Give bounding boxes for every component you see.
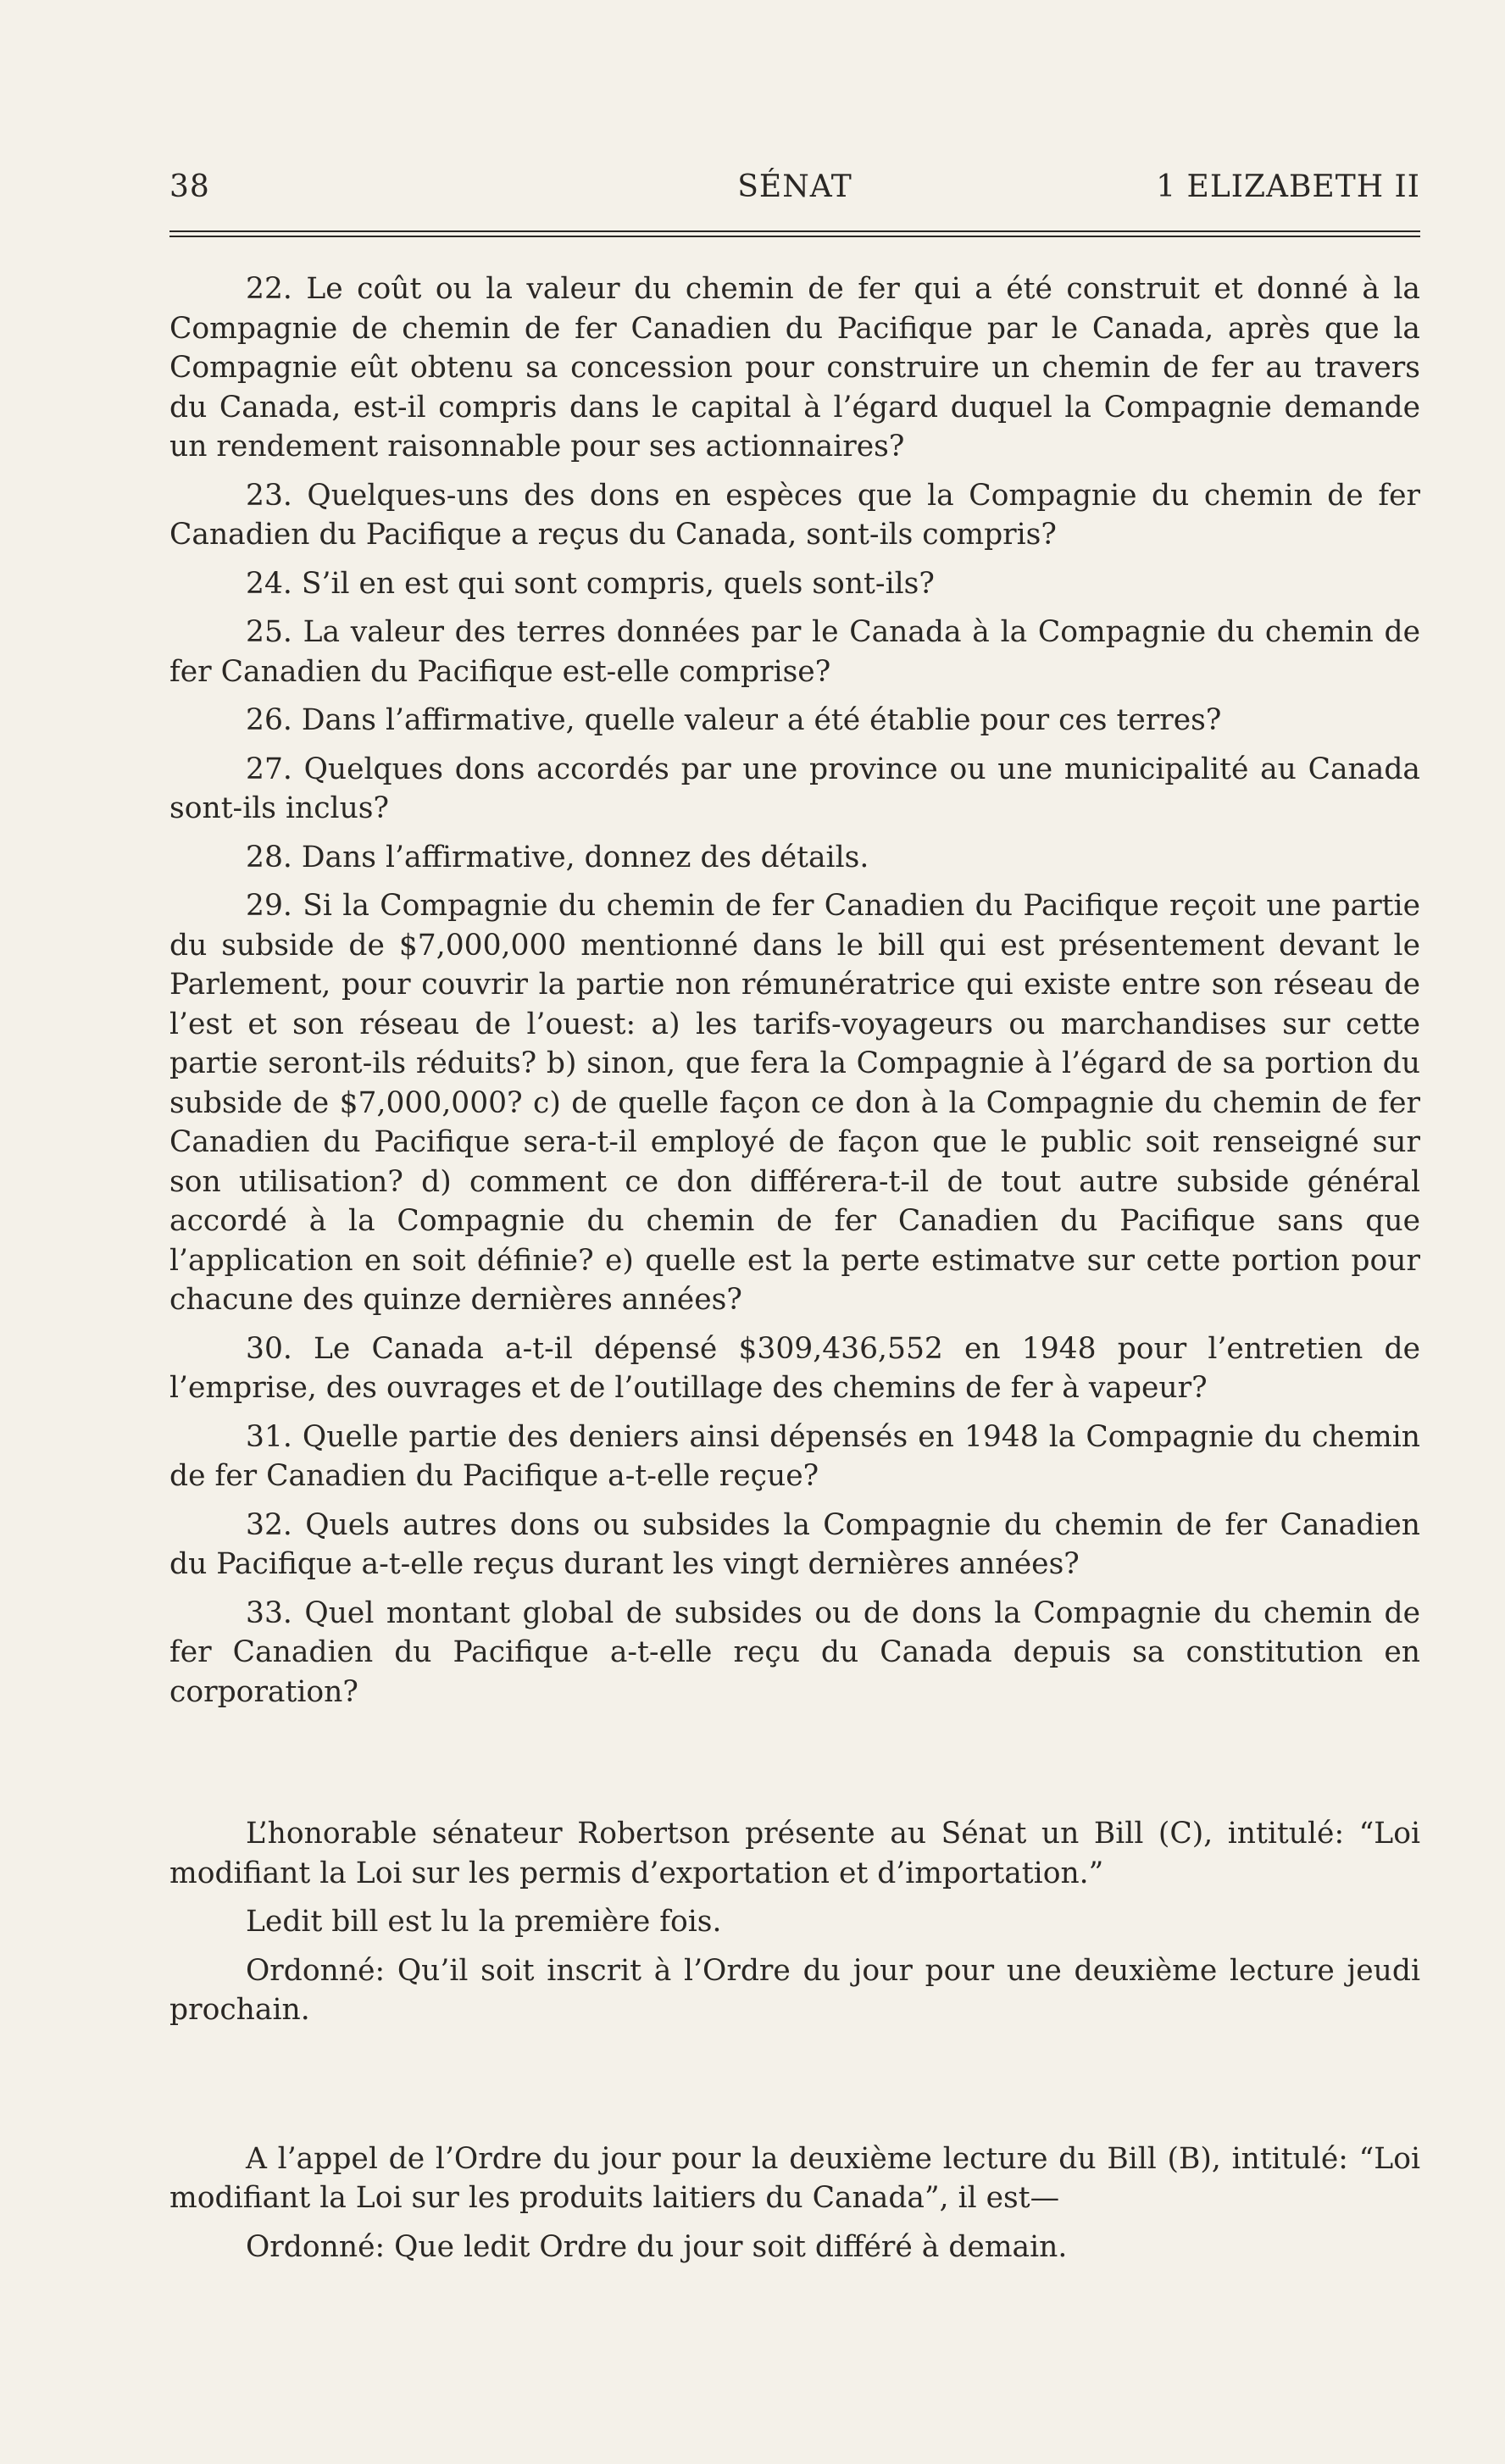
question-paragraph [169, 1418, 1420, 1496]
question-paragraph [169, 1329, 1420, 1408]
question-paragraph [169, 1506, 1420, 1584]
question-paragraph [169, 476, 1420, 555]
page-number: 38 [169, 169, 210, 204]
question-text: Le Canada a-t-il dépensé $309,436,552 en 1948 pour l’entretien de l’emprise, des ouvrages et de l’outillage des chemins de fer à vapeur? [169, 1331, 1420, 1405]
header-rule [169, 230, 1420, 237]
bill-b-order: Ordonné: Que ledit Ordre du jour soit différé à demain. [246, 2229, 1068, 2264]
question-text: Dans l’affirmative, donnez des détails. [301, 840, 869, 874]
question-list [169, 269, 1420, 1712]
question-text: Quelques-uns des dons en espèces que la Compagnie du chemin de fer Canadien du Pacifique a reçus du Canada, sont-ils compris? [169, 478, 1421, 552]
question-number: 33. [246, 1595, 292, 1630]
question-number: 24. [246, 566, 292, 601]
question-paragraph [169, 1594, 1420, 1712]
question-text: S’il en est qui sont compris, quels sont-ils? [301, 566, 935, 601]
question-paragraph [169, 269, 1420, 467]
question-number: 23. [246, 478, 292, 513]
question-number: 28. [246, 840, 292, 874]
bill-c-order: Ordonné: Qu’il soit inscrit à l’Ordre du jour pour une deuxième lecture jeudi prochain. [169, 1953, 1420, 2027]
question-text: Quels autres dons ou subsides la Compagnie du chemin de fer Canadien du Pacifique a-t-elle reçus durant les vingt dernières années? [169, 1507, 1420, 1581]
question-number: 22. [246, 272, 292, 306]
question-paragraph [169, 701, 1420, 741]
running-title: SÉNAT [737, 169, 852, 204]
question-number: 30. [246, 1331, 292, 1366]
page-header [169, 169, 1420, 220]
page-body [169, 269, 1420, 2276]
question-paragraph [169, 838, 1420, 878]
bill-c-intro: L’honorable sénateur Robertson présente au Sénat un Bill (C), intitulé: “Loi modifiant la Loi sur les permis d’exportation et d’importation.” [169, 1817, 1420, 1890]
question-number: 25. [246, 615, 292, 649]
question-paragraph [169, 564, 1420, 604]
question-paragraph [169, 886, 1420, 1320]
question-text: Quelle partie des deniers ainsi dépensés en 1948 la Compagnie du chemin de fer Canadien du Pacifique a-t-elle reçue? [169, 1419, 1420, 1493]
question-text: Le coût ou la valeur du chemin de fer qui a été construit et donné à la Compagnie de chemin de fer Canadien du Pacifique par le Canada, après que la Compagnie eût obtenu sa concession pour construire un chemin de fer au travers du Canada, est-il compris dans le capital à l’égard duquel la Compagnie demande un rendement raisonnable pour ses actionnaires? [169, 272, 1421, 463]
question-number: 27. [246, 752, 292, 786]
question-paragraph [169, 613, 1420, 691]
question-text: La valeur des terres données par le Canada à la Compagnie du chemin de fer Canadien du Pacifique est-elle comprise? [169, 615, 1420, 689]
question-number: 26. [246, 703, 292, 737]
question-text: Quelques dons accordés par une province ou une municipalité au Canada sont-ils inclus? [169, 752, 1420, 825]
question-text: Dans l’affirmative, quelle valeur a été établie pour ces terres? [301, 703, 1222, 737]
bill-b-intro: A l’appel de l’Ordre du jour pour la deuxième lecture du Bill (B), intitulé: “Loi modifiant la Loi sur les produits laitiers du Canada”, il est— [169, 2141, 1420, 2215]
question-number: 29. [246, 889, 292, 923]
bill-c-first-reading: Ledit bill est lu la première fois. [246, 1905, 722, 1939]
session-label: 1 ELIZABETH II [1156, 169, 1420, 204]
question-paragraph [169, 750, 1420, 829]
question-text: Quel montant global de subsides ou de dons la Compagnie du chemin de fer Canadien du Pacifique a-t-elle reçu du Canada depuis sa constitution en corporation? [169, 1595, 1420, 1709]
question-number: 32. [246, 1507, 292, 1542]
question-number: 31. [246, 1419, 292, 1454]
question-text: Si la Compagnie du chemin de fer Canadien du Pacifique reçoit une partie du subside de $7,000,000 mentionné dans le bill qui est présentement devant le Parlement, pour couvrir la partie non rémunératrice qui existe entre son réseau de l’est et son réseau de l’ouest: a) les tarifs-voyageurs ou marchandises sur cette partie seront-ils réduits? b) sinon, que fera la Compagnie à l’égard de sa portion du subside de $7,000,000? c) de quelle façon ce don à la Compagnie du chemin de fer Canadien du Pacifique sera-t-il employé de façon que le public soit renseigné sur son utilisation? d) comment ce don différera-t-il de tout autre subside général accordé à la Compagnie du chemin de fer Canadien du Pacifique sans que l’application en soit définie? e) quelle est la perte estimatve sur cette portion pour chacune des quinze dernières années? [169, 889, 1421, 1317]
